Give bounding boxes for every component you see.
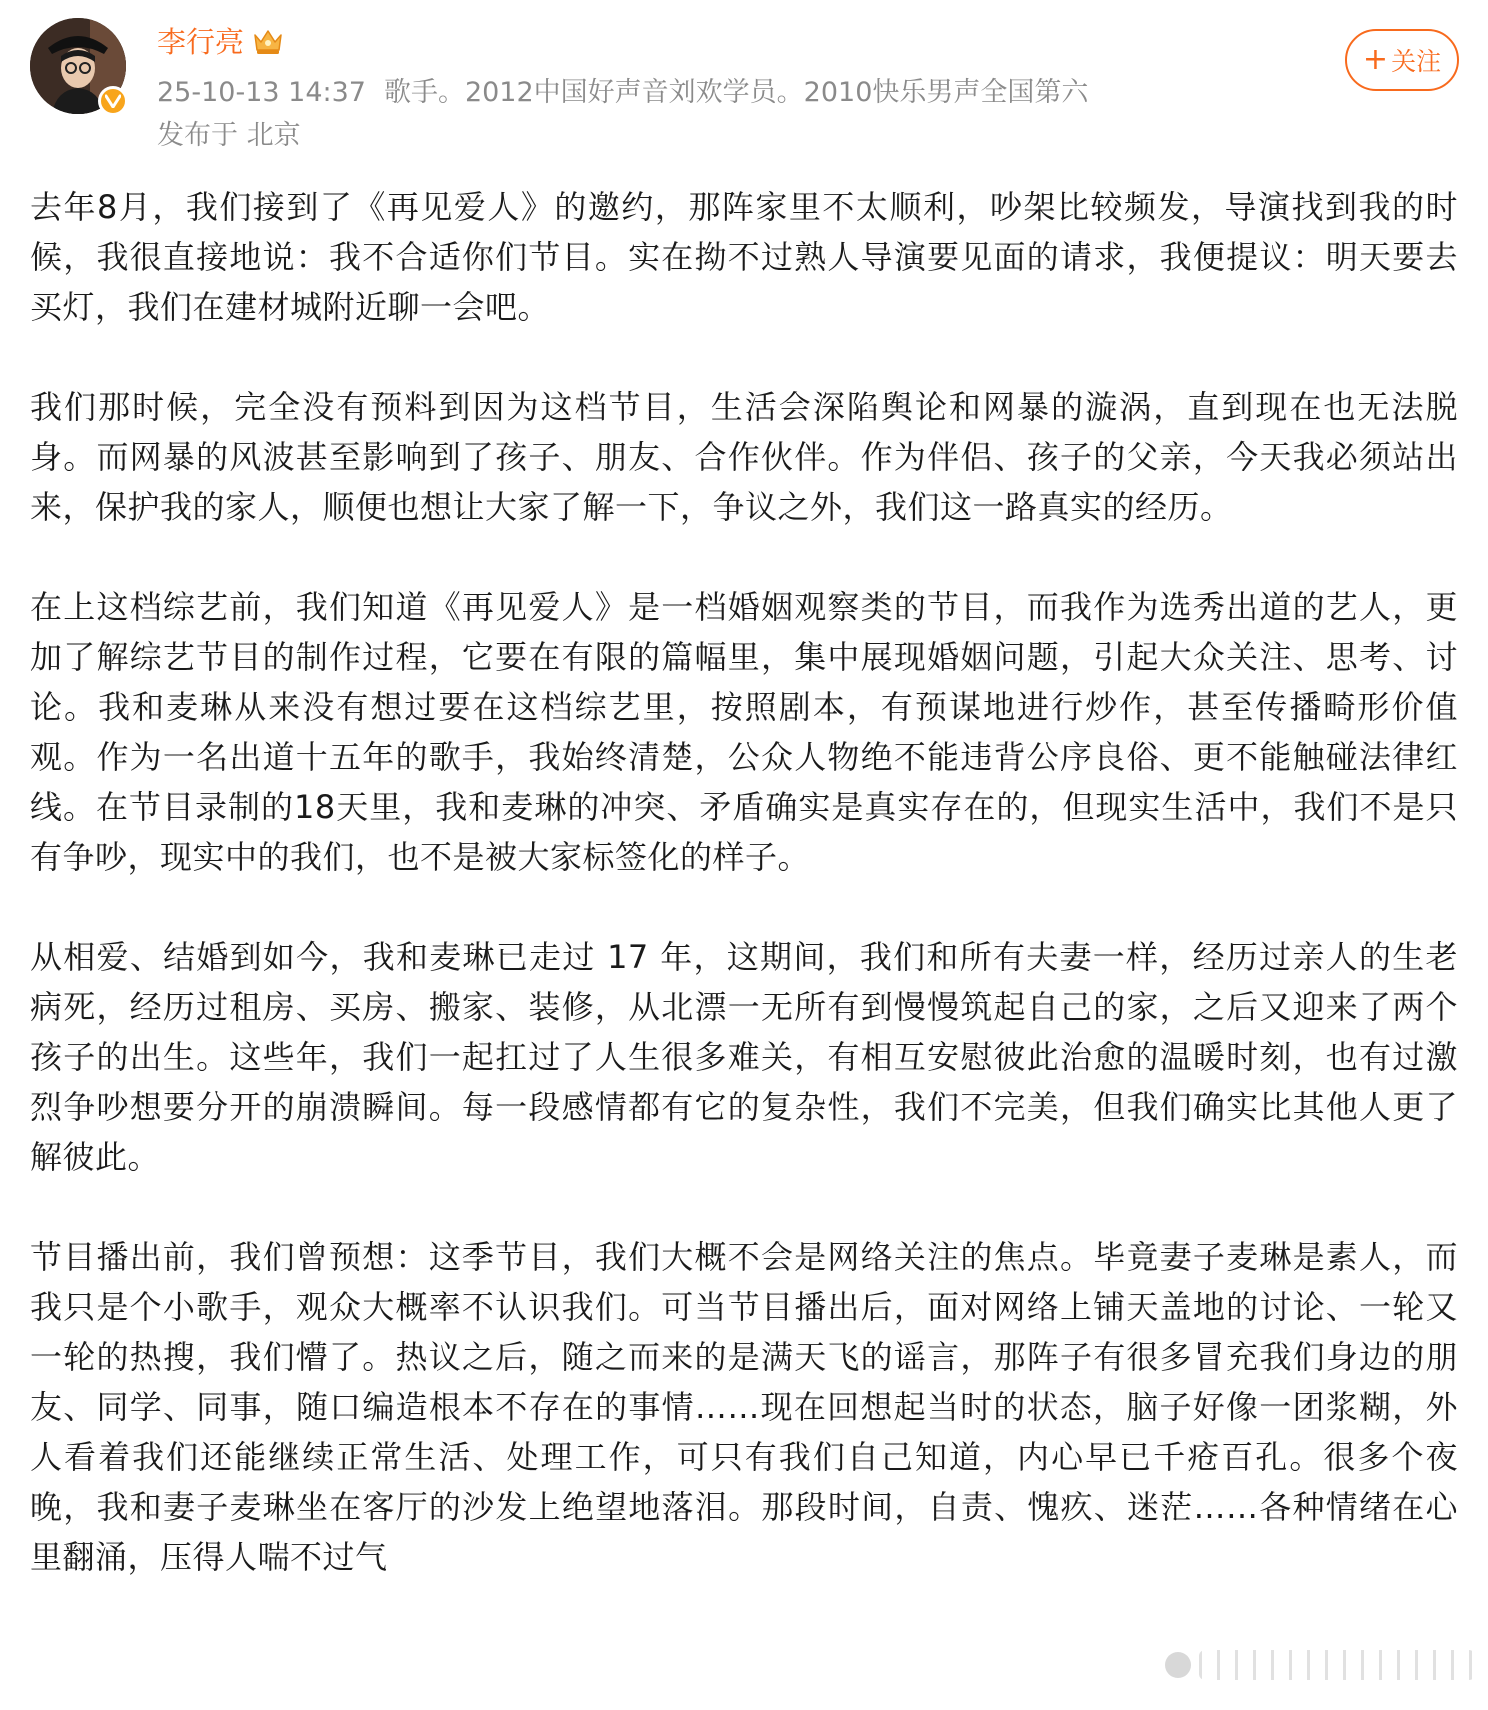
post-paragraph: 在上这档综艺前，我们知道《再见爱人》是一档婚姻观察类的节目，而我作为选秀出道的艺人，更加了解综艺节目的制作过程，它要在有限的篇幅里，集中展现婚姻问题，引起大众关注、思考、讨论。我和麦琳从来没有想过要在这档综艺里，按照剧本，有预谋地进行炒作，甚至传播畸形价值观。作为一名出道十五年的歌手，我始终清楚，公众人物绝不能违背公序良俗、更不能触碰法律红线。在节目录制的18天里，我和麦琳的冲突、矛盾确实是真实存在的，但现实生活中，我们不是只有争吵，现实中的我们，也不是被大家标签化的样子。 <box>30 588 1458 876</box>
watermark-logo-icon <box>1165 1652 1191 1678</box>
author-name[interactable]: 李行亮 <box>157 25 245 59</box>
follow-button[interactable] <box>1345 29 1459 91</box>
paragraph-spacer <box>30 1182 1458 1232</box>
post-paragraph: 去年8月，我们接到了《再见爱人》的邀约，那阵家里不太顺利，吵架比较频发，导演找到我的时候，我很直接地说：我不合适你们节目。实在拗不过熟人导演要见面的请求，我便提议：明天要去买灯，我们在建材城附近聊一会吧。 <box>30 188 1458 326</box>
post-paragraph: 我们那时候，完全没有预料到因为这档节目，生活会深陷舆论和网暴的漩涡，直到现在也无法脱身。而网暴的风波甚至影响到了孩子、朋友、合作伙伴。作为伴侣、孩子的父亲，今天我必须站出来，保护我的家人，顺便也想让大家了解一下，争议之外，我们这一路真实的经历。 <box>30 388 1458 526</box>
paragraph-spacer <box>30 532 1458 582</box>
watermark-bar <box>1199 1650 1475 1680</box>
paragraph-spacer <box>30 882 1458 932</box>
follow-label: 关注 <box>1391 47 1442 76</box>
post-header <box>0 0 1488 165</box>
paragraph-spacer <box>30 332 1458 382</box>
crown-icon <box>252 26 284 56</box>
post-paragraph: 节目播出前，我们曾预想：这季节目，我们大概不会是网络关注的焦点。毕竟妻子麦琳是素人，而我只是个小歌手，观众大概率不认识我们。可当节目播出后，面对网络上铺天盖地的讨论、一轮又一轮的热搜，我们懵了。热议之后，随之而来的是满天飞的谣言，那阵子有很多冒充我们身边的朋友、同学、同事，随口编造根本不存在的事情……现在回想起当时的状态，脑子好像一团浆糊，外人看着我们还能继续正常生活、处理工作，可只有我们自己知道，内心早已千疮百孔。很多个夜晚，我和妻子麦琳坐在客厅的沙发上绝望地落泪。那段时间，自责、愧疚、迷茫……各种情绪在心里翻涌，压得人喘不过气 <box>30 1238 1458 1576</box>
verified-v-icon <box>98 86 128 116</box>
avatar[interactable] <box>30 18 126 114</box>
post-body <box>30 182 1458 1582</box>
watermark <box>1165 1640 1475 1690</box>
post-timestamp[interactable]: 25-10-13 14:37 <box>157 77 366 108</box>
post-paragraph: 从相爱、结婚到如今，我和麦琳已走过 17 年，这期间，我们和所有夫妻一样，经历过亲人的生老病死，经历过租房、买房、搬家、装修，从北漂一无所有到慢慢筑起自己的家，之后又迎来了两个孩子的出生。这些年，我们一起扛过了人生很多难关，有相互安慰彼此治愈的温暖时刻，也有过激烈争吵想要分开的崩溃瞬间。每一段感情都有它的复杂性，我们不完美，但我们确实比其他人更了解彼此。 <box>30 938 1458 1176</box>
post-meta <box>157 72 1088 114</box>
author-bio: 歌手。2012中国好声音刘欢学员。2010快乐男声全国第六 <box>383 77 1089 108</box>
post-location: 发布于 北京 <box>157 120 301 151</box>
plus-icon: + <box>1362 42 1389 77</box>
